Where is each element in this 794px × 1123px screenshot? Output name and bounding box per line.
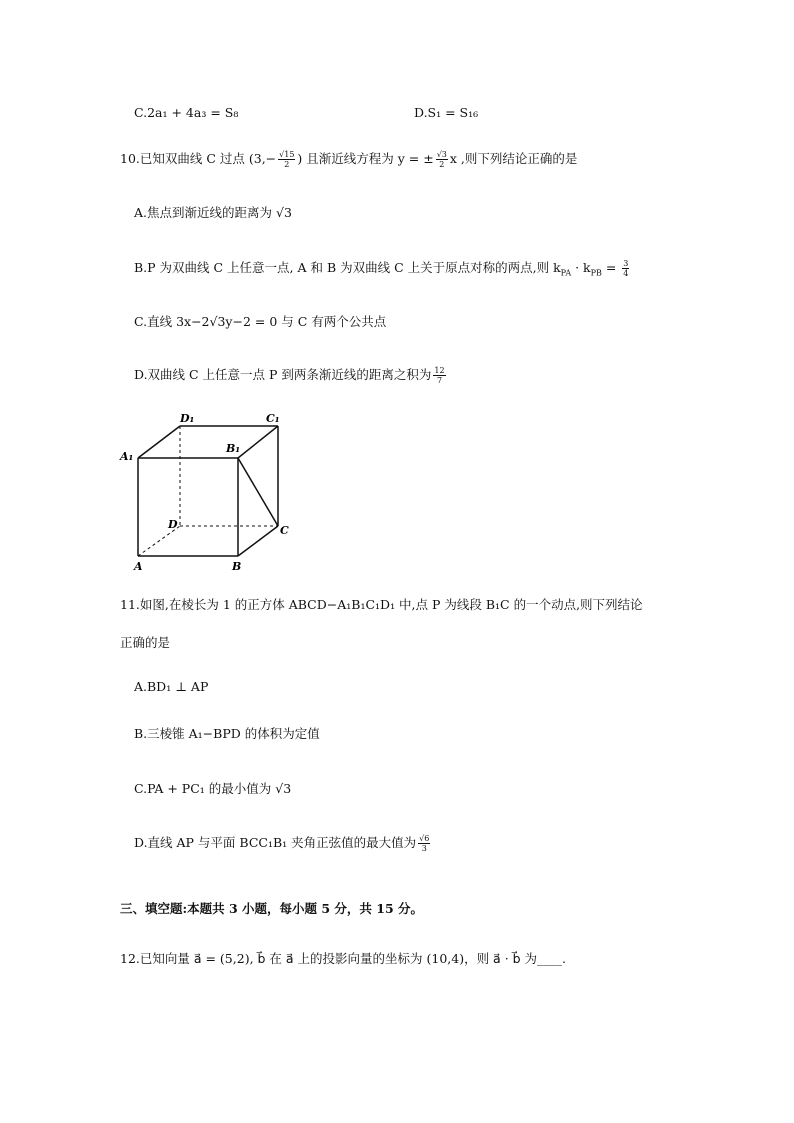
- q10-stem-pre: 10.已知双曲线 C 过点 (3,−: [120, 151, 277, 166]
- label-b1: B₁: [226, 442, 241, 455]
- label-b: B: [232, 560, 242, 573]
- q11-stem-line2: 正确的是: [120, 635, 171, 650]
- q10-asym-fraction: [436, 150, 448, 169]
- q11-option-d-frac-num: √6: [419, 834, 430, 843]
- q12-text: 12.已知向量 a⃗ = (5,2), b⃗ 在 a⃗ 上的投影向量的坐标为 (10,4)，则 a⃗ · b⃗ 为____.: [120, 951, 567, 966]
- q10-option-b-sub2: PB: [590, 268, 602, 278]
- q10-stem-mid: ) 且渐近线方程为 y = ±: [297, 151, 434, 166]
- q10-option-d: [134, 366, 448, 385]
- label-c: C: [280, 524, 289, 537]
- q9-option-d: D.S₁ = S₁₆: [414, 105, 479, 120]
- q10-option-b-eq: =: [601, 260, 621, 275]
- q10-option-d-fraction: [433, 366, 445, 385]
- q11-option-c: C.PA + PC₁ 的最小值为 √3: [134, 781, 292, 796]
- q11-stem-line1: 11.如图,在棱长为 1 的正方体 ABCD−A₁B₁C₁D₁ 中,点 P 为线段 B₁C 的一个动点,则下列结论: [120, 597, 643, 612]
- q11-option-b: B.三棱锥 A₁−BPD 的体积为定值: [134, 726, 320, 741]
- q10-asym-frac-num: √3: [436, 150, 447, 159]
- q10-stem: [120, 150, 577, 169]
- q10-option-a: A.焦点到渐近线的距离为 √3: [134, 205, 292, 220]
- q10-option-b-frac-num: 3: [623, 259, 629, 268]
- cube-figure: [118, 408, 298, 574]
- q11-option-d-pre: D.直线 AP 与平面 BCC₁B₁ 夹角正弦值的最大值为: [134, 835, 417, 850]
- segment-b1-c: [238, 458, 278, 526]
- label-a: A: [134, 560, 143, 573]
- q10-option-b-mid: · k: [571, 260, 591, 275]
- q10-option-b: [134, 259, 631, 283]
- q10-option-d-pre: D.双曲线 C 上任意一点 P 到两条渐近线的距离之积为: [134, 367, 432, 382]
- edge-b1-c1: [238, 426, 278, 458]
- q10-option-b-frac-den: 4: [623, 269, 629, 278]
- q10-option-b-sub1: PA: [560, 268, 572, 278]
- label-c1: C₁: [266, 412, 280, 425]
- label-d: D: [168, 518, 178, 531]
- label-d1: D₁: [180, 412, 195, 425]
- q10-stem-post: x ,则下列结论正确的是: [449, 151, 578, 166]
- edge-a1-d1: [138, 426, 180, 458]
- edge-b-c: [238, 526, 278, 556]
- label-a1: A₁: [120, 450, 134, 463]
- q10-option-b-fraction: [622, 259, 629, 278]
- q10-point-frac-den: 2: [284, 160, 290, 169]
- q10-option-c: C.直线 3x−2√3y−2 = 0 与 C 有两个公共点: [134, 314, 387, 329]
- q11-option-d-frac-den: 3: [421, 844, 427, 853]
- q10-asym-frac-den: 2: [439, 160, 445, 169]
- q11-option-a: A.BD₁ ⊥ AP: [134, 679, 209, 694]
- q9-option-c: C.2a₁ + 4a₃ = S₈: [134, 105, 239, 120]
- q10-option-b-pre: B.P 为双曲线 C 上任意一点, A 和 B 为双曲线 C 上关于原点对称的两点,则 k: [134, 260, 561, 275]
- q10-point-frac-num: √15: [279, 150, 295, 159]
- q10-point-fraction: [278, 150, 295, 169]
- section3-title: 三、填空题:本题共 3 小题，每小题 5 分，共 15 分。: [120, 901, 424, 916]
- q10-option-d-frac-den: 7: [436, 376, 443, 385]
- q10-option-d-frac-num: 12: [434, 366, 445, 375]
- cube-solid-edges: [138, 426, 278, 556]
- q11-option-d: [134, 834, 432, 853]
- q11-option-d-fraction: [418, 834, 430, 853]
